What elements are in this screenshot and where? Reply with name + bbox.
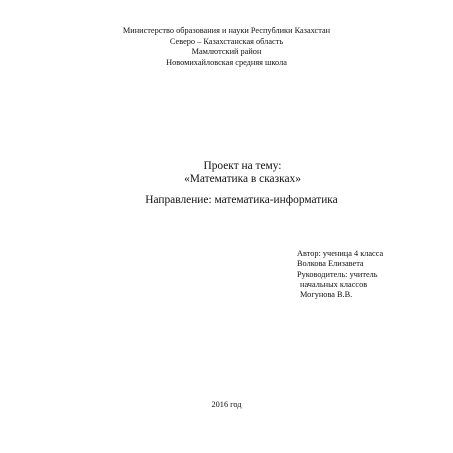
institution-header <box>0 26 453 68</box>
region-line: Северо – Казахстанская область <box>169 36 284 46</box>
year-footer: 2016 год <box>211 400 242 409</box>
district-line: Мамлютский район <box>191 47 262 57</box>
supervisor-name: Могунова В.В. <box>300 290 353 300</box>
author-label: Автор: ученица 4 класса <box>297 249 384 258</box>
project-topic: «Математика в сказках» <box>184 173 301 185</box>
project-direction: Направление: математика-информатика <box>145 194 338 206</box>
project-block <box>0 160 453 208</box>
supervisor-label: Руководитель: учитель <box>297 269 378 279</box>
school-line: Новомихайловская средняя школа <box>166 57 287 67</box>
project-title: Проект на тему: <box>203 160 282 172</box>
author-name: Волкова Елизавета <box>297 259 364 269</box>
ministry-line: Министерство образования и науки Республики Казахстан <box>122 26 331 35</box>
author-block <box>297 249 383 300</box>
supervisor-role: начальных классов <box>300 279 368 289</box>
